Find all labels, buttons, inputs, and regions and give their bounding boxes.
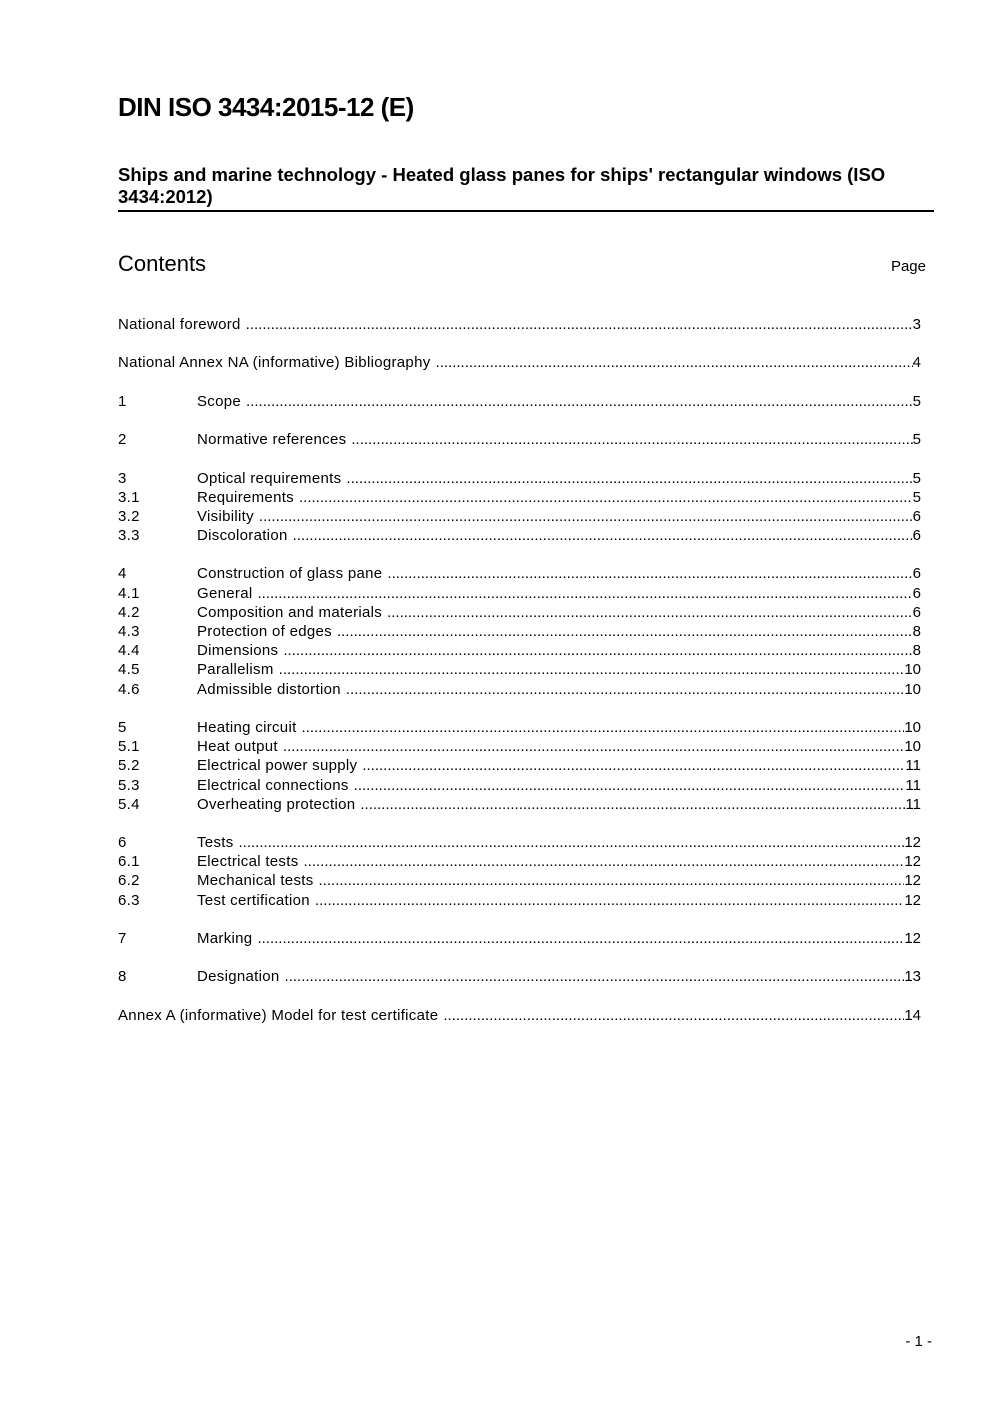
toc-entry-label: Requirements (197, 488, 294, 506)
toc-entry[interactable] (118, 833, 921, 852)
toc-entry-number: 8 (118, 968, 127, 986)
toc-entry-page: 6 (912, 565, 921, 583)
page-number: - 1 - (905, 1333, 932, 1350)
toc-entry[interactable] (118, 526, 921, 545)
toc-entry-label: Electrical power supply (197, 757, 358, 775)
document-title: Ships and marine technology - Heated glass panes for ships' rectangular windows (ISO 3434:2012) (118, 164, 886, 207)
toc-entry-page: 12 (904, 930, 921, 947)
table-of-contents (118, 315, 921, 1025)
toc-entry-page: 5 (912, 469, 921, 487)
toc-leader-dots (351, 430, 912, 449)
toc-entry-label: National foreword (118, 316, 241, 333)
toc-entry-page: 10 (904, 661, 921, 679)
toc-entry-number: 5 (118, 718, 127, 736)
toc-leader-dots (257, 584, 912, 603)
toc-leader-dots (293, 526, 913, 545)
toc-entry-label: National Annex NA (informative) Bibliography (118, 354, 431, 372)
toc-entry[interactable] (118, 564, 921, 583)
toc-entry-page: 11 (905, 795, 921, 813)
toc-entry-label: Mechanical tests (197, 872, 314, 890)
toc-entry-label: Tests (197, 834, 234, 852)
toc-entry[interactable] (118, 469, 921, 488)
toc-leader-dots (315, 891, 904, 910)
toc-entry-label: Heat output (197, 738, 278, 756)
toc-entry-label: Annex A (informative) Model for test certificate (118, 1006, 439, 1024)
toc-entry-page: 4 (912, 354, 921, 372)
toc-entry-label: Parallelism (197, 661, 274, 679)
toc-leader-dots (239, 833, 905, 852)
toc-leader-dots (246, 392, 913, 411)
toc-leader-dots (354, 776, 906, 795)
toc-entry-label: Admissible distortion (197, 680, 341, 698)
toc-leader-dots (283, 641, 912, 660)
toc-entry-label: Composition and materials (197, 603, 383, 621)
toc-entry-page: 13 (904, 968, 921, 986)
toc-entry-number: 4.1 (118, 584, 140, 602)
toc-entry-number: 3.1 (118, 488, 140, 506)
toc-entry[interactable] (118, 430, 921, 449)
title-divider (118, 210, 934, 212)
toc-entry-number: 4.5 (118, 661, 140, 679)
toc-leader-dots (387, 603, 913, 622)
page-column-heading: Page (890, 258, 926, 275)
toc-leader-dots (285, 967, 905, 986)
toc-leader-dots (259, 507, 913, 526)
toc-entry-page: 14 (904, 1006, 921, 1024)
toc-leader-dots (283, 737, 904, 756)
toc-entry-number: 4.4 (118, 642, 140, 660)
toc-entry-page: 11 (905, 757, 921, 775)
toc-entry-page: 12 (904, 853, 921, 871)
toc-entry[interactable] (118, 507, 921, 526)
toc-entry-page: 8 (912, 623, 921, 640)
toc-entry-page: 12 (904, 891, 921, 909)
toc-entry-label: General (197, 584, 253, 602)
toc-entry-page: 3 (912, 316, 921, 333)
toc-entry-number: 7 (118, 930, 127, 947)
toc-entry[interactable] (118, 353, 921, 372)
toc-entry-number: 6.2 (118, 872, 140, 890)
toc-entry-number: 5.3 (118, 776, 140, 794)
toc-entry-page: 5 (912, 431, 921, 449)
toc-entry-page: 6 (912, 527, 921, 545)
toc-entry-number: 6.3 (118, 891, 140, 909)
toc-entry-number: 3.3 (118, 527, 140, 545)
toc-entry-page: 10 (904, 680, 921, 698)
toc-entry[interactable] (118, 737, 921, 756)
toc-leader-dots (443, 1006, 904, 1025)
toc-entry-number: 5.4 (118, 795, 140, 813)
toc-leader-dots (436, 353, 913, 372)
toc-entry[interactable] (118, 680, 921, 699)
toc-entry[interactable] (118, 852, 921, 871)
toc-leader-dots (346, 469, 912, 488)
toc-entry[interactable] (118, 660, 921, 679)
toc-entry-number: 3 (118, 469, 127, 487)
toc-entry-number: 4 (118, 565, 127, 583)
toc-entry[interactable] (118, 315, 921, 334)
toc-entry-label: Heating circuit (197, 718, 297, 736)
toc-entry[interactable] (118, 871, 921, 890)
toc-entry-page: 5 (912, 392, 921, 410)
toc-entry[interactable] (118, 718, 921, 737)
toc-entry-label: Normative references (197, 431, 347, 449)
toc-entry-page: 6 (912, 584, 921, 602)
toc-entry-label: Discoloration (197, 527, 288, 545)
toc-entry-page: 6 (912, 507, 921, 525)
toc-entry-number: 6 (118, 834, 127, 852)
contents-heading: Contents (118, 251, 207, 276)
toc-entry-label: Electrical tests (197, 853, 299, 871)
toc-entry-label: Protection of edges (197, 623, 332, 640)
toc-entry-page: 10 (904, 718, 921, 736)
toc-leader-dots (346, 680, 904, 699)
toc-entry-number: 6.1 (118, 853, 140, 871)
toc-entry[interactable] (118, 795, 921, 814)
toc-leader-dots (337, 622, 913, 641)
toc-leader-dots (319, 871, 905, 890)
toc-entry-number: 5.1 (118, 738, 140, 756)
toc-entry[interactable] (118, 1006, 921, 1025)
toc-entry[interactable] (118, 756, 921, 775)
toc-entry-number: 4.2 (118, 603, 140, 621)
toc-entry[interactable] (118, 488, 921, 507)
toc-entry[interactable] (118, 622, 921, 641)
toc-entry-label: Optical requirements (197, 469, 342, 487)
toc-entry-number: 1 (118, 392, 127, 410)
document-id: DIN ISO 3434:2015-12 (E) (118, 92, 414, 122)
toc-leader-dots (257, 929, 904, 948)
toc-entry-number: 5.2 (118, 757, 140, 775)
toc-entry-label: Dimensions (197, 642, 279, 660)
toc-entry[interactable] (118, 776, 921, 795)
toc-entry-page: 12 (904, 872, 921, 890)
toc-entry-label: Test certification (197, 891, 310, 909)
toc-entry-label: Electrical connections (197, 776, 349, 794)
toc-entry-number: 2 (118, 431, 127, 449)
toc-entry-number: 4.6 (118, 680, 140, 698)
toc-entry[interactable] (118, 584, 921, 603)
toc-entry-page: 10 (904, 738, 921, 756)
toc-leader-dots (246, 315, 913, 334)
toc-leader-dots (304, 852, 905, 871)
toc-leader-dots (360, 795, 905, 814)
toc-entry[interactable] (118, 891, 921, 910)
toc-entry-label: Scope (197, 392, 242, 410)
toc-entry[interactable] (118, 929, 921, 948)
toc-leader-dots (299, 488, 913, 507)
toc-entry-page: 8 (912, 642, 921, 660)
toc-leader-dots (387, 564, 912, 583)
toc-leader-dots (279, 660, 905, 679)
toc-leader-dots (362, 756, 905, 775)
toc-entry-page: 5 (912, 488, 921, 506)
toc-entry-number: 4.3 (118, 623, 140, 640)
toc-entry-page: 6 (912, 603, 921, 621)
toc-entry-label: Construction of glass pane (197, 565, 383, 583)
toc-entry-page: 12 (904, 834, 921, 852)
toc-entry-label: Marking (197, 930, 253, 947)
toc-entry-label: Designation (197, 968, 280, 986)
toc-entry-page: 11 (905, 776, 921, 794)
toc-entry[interactable] (118, 392, 921, 411)
toc-leader-dots (302, 718, 905, 737)
toc-entry[interactable] (118, 967, 921, 986)
toc-entry[interactable] (118, 603, 921, 622)
toc-entry-number: 3.2 (118, 507, 140, 525)
toc-entry[interactable] (118, 641, 921, 660)
toc-entry-label: Visibility (197, 507, 254, 525)
toc-entry-label: Overheating protection (197, 795, 356, 813)
